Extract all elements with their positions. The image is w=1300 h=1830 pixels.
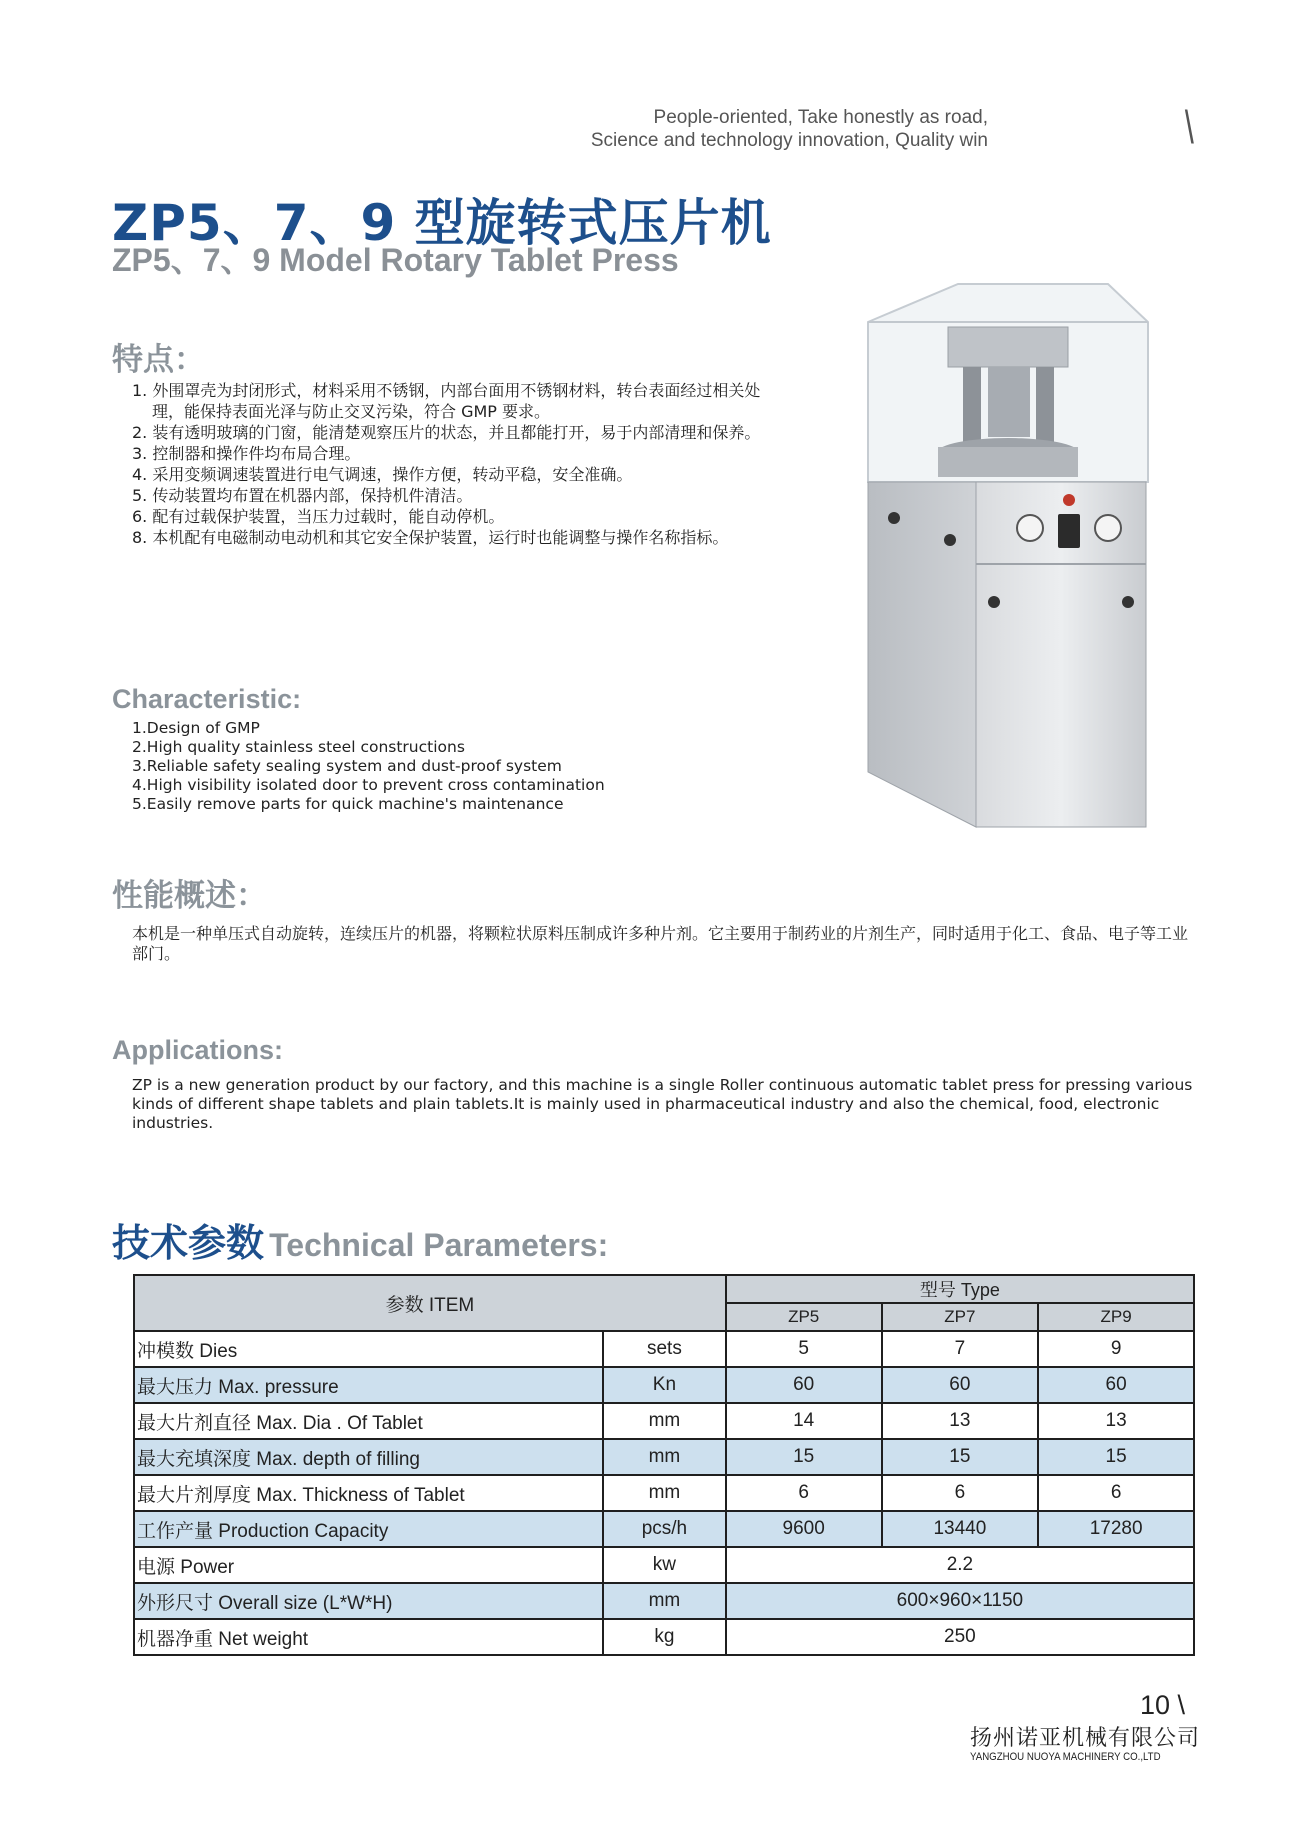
row-value: 600×960×1150 <box>726 1583 1194 1619</box>
parameters-table <box>133 1274 1195 1656</box>
row-value: 6 <box>1038 1475 1194 1511</box>
row-item: 外形尺寸 Overall size (L*W*H) <box>134 1583 603 1619</box>
row-value: 5 <box>726 1331 882 1367</box>
table-row <box>134 1331 1194 1367</box>
row-value: 15 <box>1038 1439 1194 1475</box>
row-value: 6 <box>726 1475 882 1511</box>
row-item: 最大片剂厚度 Max. Thickness of Tablet <box>134 1475 603 1511</box>
company-name-cn: 扬州诺亚机械有限公司 <box>970 1726 1201 1751</box>
row-value: 14 <box>726 1403 882 1439</box>
row-unit: mm <box>603 1583 726 1619</box>
slogan-line-1: People-oriented, Take honestly as road, <box>653 107 988 128</box>
row-unit: mm <box>603 1475 726 1511</box>
type-header: 型号 Type <box>726 1275 1194 1303</box>
table-row <box>134 1619 1194 1655</box>
row-value: 13 <box>882 1403 1039 1439</box>
row-value: 15 <box>726 1439 882 1475</box>
table-row <box>134 1547 1194 1583</box>
slogan-slash: \ <box>1184 101 1194 153</box>
row-item: 最大充填深度 Max. depth of filling <box>134 1439 603 1475</box>
row-value: 9 <box>1038 1331 1194 1367</box>
table-header-row <box>134 1275 1194 1303</box>
table-row <box>134 1439 1194 1475</box>
page-title: ZP5、7、9 型旋转式压片机 <box>112 194 772 252</box>
list-item: 2.High quality stainless steel constructions <box>132 738 465 756</box>
model-header: ZP9 <box>1038 1303 1194 1331</box>
list-item: 8. 本机配有电磁制动电动机和其它安全保护装置，运行时也能调整与操作名称指标。 <box>132 528 729 547</box>
list-item: 1. 外围罩壳为封闭形式，材料采用不锈钢，内部台面用不锈钢材料，转台表面经过相关处理，能保持表面光泽与防止交叉污染，符合 GMP 要求。 <box>132 381 761 421</box>
row-item: 工作产量 Production Capacity <box>134 1511 603 1547</box>
row-value: 7 <box>882 1331 1039 1367</box>
performance-cn-heading: 性能概述： <box>112 878 267 914</box>
applications-en-text: ZP is a new generation product by our factory, and this machine is a single Roller continuous automatic tablet press for pressing various kinds of different shape tablets and plain tablets.It is mainly used in pharmaceutical industry and also the chemical, food, electronic industries. <box>132 1076 1193 1132</box>
item-header: 参数 ITEM <box>134 1275 726 1331</box>
row-unit: Kn <box>603 1367 726 1403</box>
row-value: 9600 <box>726 1511 882 1547</box>
list-item: 6. 配有过载保护装置，当压力过载时，能自动停机。 <box>132 507 505 526</box>
table-row <box>134 1403 1194 1439</box>
company-name-en: YANGZHOU NUOYA MACHINERY CO.,LTD <box>970 1751 1161 1763</box>
applications-en-heading: Applications: <box>112 1035 284 1065</box>
row-value: 13440 <box>882 1511 1039 1547</box>
table-row <box>134 1367 1194 1403</box>
list-item: 2. 装有透明玻璃的门窗，能清楚观察压片的状态，并且都能打开，易于内部清理和保养。 <box>132 423 761 442</box>
table-row <box>134 1511 1194 1547</box>
machine-image <box>858 282 1158 836</box>
page-number: 10 \ <box>1140 1690 1186 1720</box>
features-cn-heading: 特点： <box>112 342 205 378</box>
row-item: 最大片剂直径 Max. Dia . Of Tablet <box>134 1403 603 1439</box>
row-value: 60 <box>726 1367 882 1403</box>
row-unit: mm <box>603 1403 726 1439</box>
list-item: 5. 传动装置均布置在机器内部，保持机件清洁。 <box>132 486 473 505</box>
row-item: 机器净重 Net weight <box>134 1619 603 1655</box>
list-item: 4.High visibility isolated door to prevent cross contamination <box>132 776 605 794</box>
model-header: ZP7 <box>882 1303 1039 1331</box>
row-unit: kg <box>603 1619 726 1655</box>
list-item: 1.Design of GMP <box>132 719 260 737</box>
list-item: 3. 控制器和操作件均布局合理。 <box>132 444 361 463</box>
tech-heading-cn: 技术参数 <box>112 1221 265 1265</box>
list-item: 4. 采用变频调速装置进行电气调速，操作方便，转动平稳，安全准确。 <box>132 465 633 484</box>
row-unit: mm <box>603 1439 726 1475</box>
row-unit: sets <box>603 1331 726 1367</box>
slogan-line-2: Science and technology innovation, Quality win <box>590 130 988 151</box>
row-value: 250 <box>726 1619 1194 1655</box>
features-cn-list <box>132 380 772 548</box>
tech-heading-en: Technical Parameters: <box>269 1227 609 1263</box>
list-item: 5.Easily remove parts for quick machine's maintenance <box>132 795 564 813</box>
table-row <box>134 1583 1194 1619</box>
row-item: 最大压力 Max. pressure <box>134 1367 603 1403</box>
features-en-list <box>132 719 605 814</box>
list-item: 3.Reliable safety sealing system and dust-proof system <box>132 757 562 775</box>
row-unit: pcs/h <box>603 1511 726 1547</box>
row-value: 15 <box>882 1439 1039 1475</box>
performance-cn-text: 本机是一种单压式自动旋转，连续压片的机器，将颗粒状原料压制成许多种片剂。它主要用于制药业的片剂生产，同时适用于化工、食品、电子等工业部门。 <box>132 924 1189 963</box>
header-slogan <box>591 106 988 152</box>
row-value: 60 <box>1038 1367 1194 1403</box>
model-header: ZP5 <box>726 1303 882 1331</box>
row-item: 冲模数 Dies <box>134 1331 603 1367</box>
row-unit: kw <box>603 1547 726 1583</box>
row-value: 17280 <box>1038 1511 1194 1547</box>
table-row <box>134 1475 1194 1511</box>
row-value: 13 <box>1038 1403 1194 1439</box>
tech-heading <box>112 1212 608 1267</box>
features-en-heading: Characteristic: <box>112 684 302 714</box>
row-item: 电源 Power <box>134 1547 603 1583</box>
row-value: 2.2 <box>726 1547 1194 1583</box>
row-value: 60 <box>882 1367 1039 1403</box>
page-subtitle: ZP5、7、9 Model Rotary Tablet Press <box>112 242 679 278</box>
row-value: 6 <box>882 1475 1039 1511</box>
